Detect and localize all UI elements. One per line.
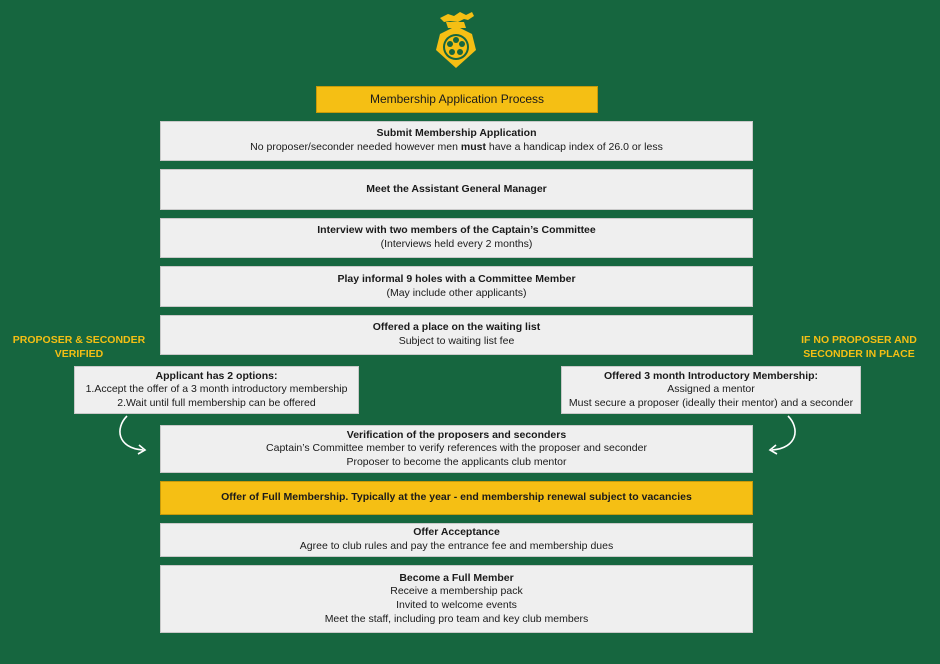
step-become-full-member (160, 565, 753, 633)
club-crest-logo (430, 6, 482, 72)
label-line: SECONDER IN PLACE (803, 348, 915, 360)
step-submit-application (160, 121, 753, 161)
step-interview (160, 218, 753, 258)
step-detail: Agree to club rules and pay the entrance fee and membership dues (299, 540, 614, 552)
step-detail: (Interviews held every 2 months) (380, 238, 533, 250)
right-branch-introductory (561, 366, 861, 414)
branch-detail: Assigned a mentor (667, 383, 755, 396)
label-line: PROPOSER & SECONDER (12, 334, 146, 346)
step-detail (250, 141, 663, 155)
step-title: Offer Acceptance (413, 526, 500, 539)
step-title: Meet the Assistant General Manager (366, 182, 547, 195)
branch-detail: 1.Accept the offer of a 3 month introductory membership (85, 383, 348, 396)
detail-part: No proposer/seconder needed however men (250, 141, 461, 153)
step-play-nine-holes (160, 266, 753, 307)
process-title-text: Membership Application Process (369, 91, 545, 106)
detail-part: have a handicap index of 26.0 or less (485, 141, 663, 153)
step-waiting-list (160, 315, 753, 355)
left-curved-arrow-icon (115, 414, 151, 456)
branch-title: Offered 3 month Introductory Membership: (603, 369, 819, 382)
branch-detail: 2.Wait until full membership can be offered (117, 396, 316, 409)
branch-title: Applicant has 2 options: (155, 369, 278, 382)
step-title: Interview with two members of the Captain’s Committee (317, 224, 596, 237)
step-detail: Receive a membership pack (390, 585, 523, 598)
step-meet-manager (160, 169, 753, 210)
step-detail: Proposer to become the applicants club mentor (346, 455, 567, 468)
step-offer-full-membership (160, 481, 753, 515)
step-detail: Invited to welcome events (396, 599, 517, 611)
detail-emphasis: must (460, 141, 486, 153)
step-title: Offered a place on the waiting list (372, 321, 541, 334)
label-line: VERIFIED (54, 348, 104, 360)
label-line: IF NO PROPOSER AND (801, 334, 917, 346)
step-title: Verification of the proposers and seconders (346, 428, 567, 441)
right-branch-label (778, 333, 940, 361)
step-title: Play informal 9 holes with a Committee Member (337, 272, 576, 285)
right-curved-arrow-icon (764, 414, 800, 456)
step-detail: Meet the staff, including pro team and key club members (324, 612, 589, 625)
step-verification (160, 425, 753, 473)
step-detail: Captain’s Committee member to verify references with the proposer and seconder (266, 442, 647, 455)
left-branch-options (74, 366, 359, 414)
step-detail: Subject to waiting list fee (398, 335, 515, 347)
step-offer-acceptance (160, 523, 753, 557)
left-branch-label (10, 333, 148, 361)
step-detail: (May include other applicants) (386, 286, 527, 299)
step-title: Submit Membership Application (376, 127, 537, 140)
step-title: Become a Full Member (399, 571, 514, 584)
process-title (316, 86, 598, 113)
step-title: Offer of Full Membership. Typically at the year - end membership renewal subject to vacancies (221, 491, 692, 504)
branch-detail: Must secure a proposer (ideally their mentor) and a seconder (568, 396, 854, 409)
